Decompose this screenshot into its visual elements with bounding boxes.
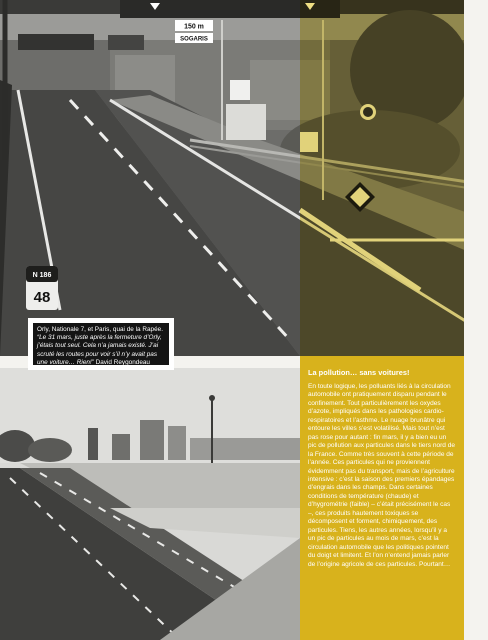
sign-distance: 150 m: [184, 23, 204, 31]
caption-text-block: [33, 323, 169, 365]
article-title: La pollution… sans voitures!: [308, 368, 410, 377]
article-sidebar: [300, 356, 464, 640]
page-margin: [464, 0, 488, 640]
caption-location: Orly, Nationale 7, et Paris, quai de la Rapée.: [37, 326, 163, 333]
photo-caption: [28, 318, 174, 370]
caption-quote: “Le 31 mars, juste après la fermeture d’Orly, j’étais tout seul. Cela n’a jamais existé. J’ai scruté les routes pour voir s’il n’y avait pas une voiture… Rien!”: [37, 334, 162, 366]
photo-quai-de-la-rapee: [0, 368, 300, 640]
sign-exit-name: SOGARIS: [180, 36, 208, 43]
caption-credit: David Reygondeau: [95, 358, 150, 366]
yellow-color-overlay: [300, 0, 464, 356]
km-marker-number: 48: [33, 289, 51, 306]
km-marker-route: N 186: [32, 272, 52, 279]
article-body: En toute logique, les polluants liés à la circulation automobile ont pratiquement disparu pendant le confinement. Tout particulièrement les oxydes d’azote, impliqués dans les pathologies cardio-respiratoires et l’asthme. Le nuage brunâtre qui entoure les villes s’est volatilisé. Mais tout n’est pas rose pour autant : fin mars, il y a bien eu un pic de pollution aux particules dans le tiers nord de la France. Comme très souvent à cette période de l’année. Ces particules qui ne proviennent évidemment pas du transport, mais de l’agriculture intensive : c’est la saison des premiers épandages d’engrais dans les champs. Dans certaines conditions de température (chaude) et d’hygrométrie (faible) – c’était précisément le cas –, ces produits hautement toxiques se décomposent et forment, chimiquement, des particules. Tiens, les autres années, lorsqu’il y a un pic de particules au mois de mars, c’est la circulation automobile que les politiques pointent du doigt et limitent. Et l’on n’entend jamais parler de l’origine agricole de ces particules. Pourtant…: [308, 383, 456, 568]
